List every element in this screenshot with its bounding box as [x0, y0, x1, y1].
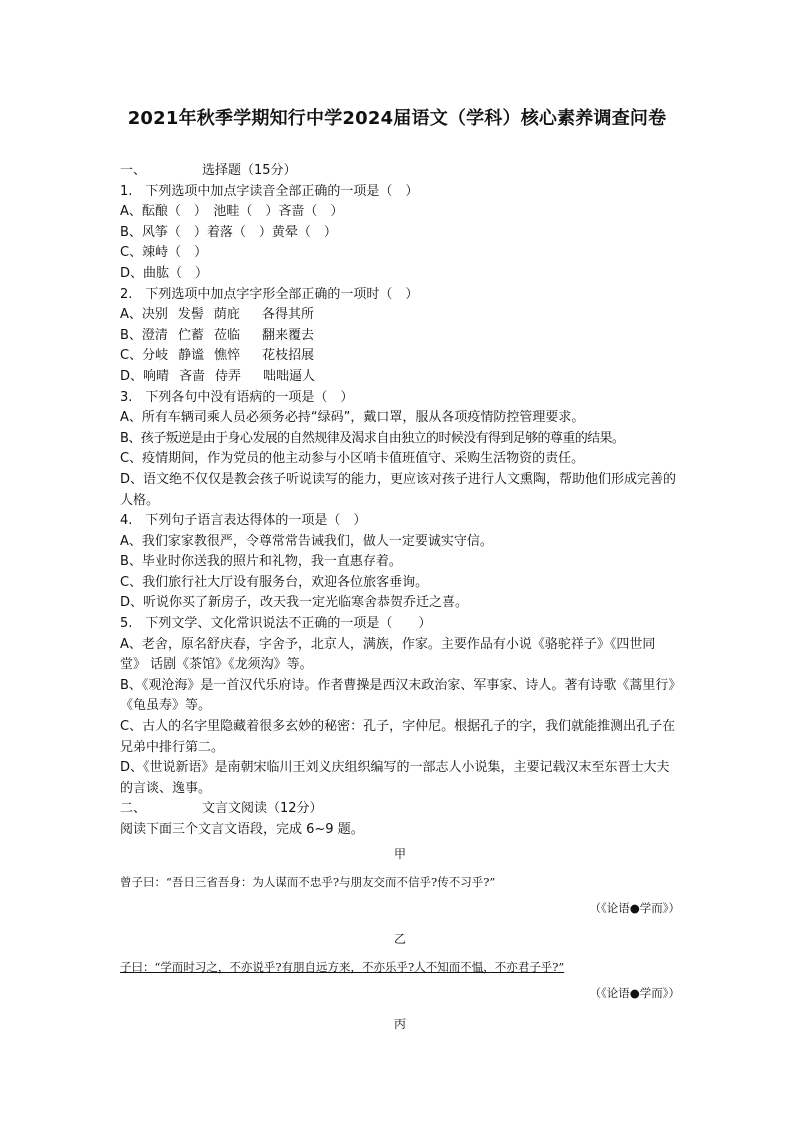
option: C、竦峙（ ） — [120, 245, 208, 261]
section-number: 一、 — [120, 163, 147, 178]
option: A、酝酿（ ） 池畦（ ）吝啬（ ） — [120, 204, 344, 220]
option: D、语文绝不仅仅是教会孩子听说读写的能力，更应该对孩子进行人文熏陶，帮助他们形成完善的人格。 — [120, 471, 677, 508]
option: B、风筝（ ）着落（ ）黄晕（ ） — [120, 224, 337, 240]
option: A、老舍，原名舒庆春，字舍予，北京人，满族，作家。主要作品有小说《骆驼祥子》《四世同堂》 话剧《茶馆》《龙须沟》等。 — [120, 636, 656, 673]
passage-label-bing: 丙 — [393, 1016, 406, 1031]
option: D、响晴 吝啬 侍弄 咄咄逼人 — [120, 368, 316, 384]
option: C、古人的名字里隐藏着很多玄妙的秘密：孔子，字仲尼。根据孔子的字，我们就能推测出孔子在兄弟中排行第二。 — [120, 719, 676, 755]
passage-label-jia: 甲 — [393, 846, 406, 861]
option: B、澄清 伫蓄 莅临 翻来覆去 — [120, 327, 314, 343]
section-number: 二、 — [120, 801, 147, 817]
question-stem: 5. 下列文学、文化常识说法不正确的一项是（ ） — [120, 616, 432, 632]
option: C、疫情期间，作为党员的他主动参与小区哨卡值班值守、采购生活物资的责任。 — [120, 451, 585, 467]
option: B、孩子叛逆是由于身心发展的自然规律及渴求自由独立的时候没有得到足够的尊重的结果。 — [120, 430, 625, 446]
option: A、决别 发髻 荫庇 各得其所 — [120, 307, 314, 323]
passage-jia: 曾子曰：“吾日三省吾身：为人谋而不忠乎?与朋友交而不信乎?传不习乎?” — [120, 874, 496, 889]
passage-label-yi: 乙 — [393, 931, 406, 946]
option: B、毕业时你送我的照片和礼物，我一直惠存着。 — [120, 554, 402, 570]
page-title: 2021年秋季学期知行中学2024届语文（学科）核心素养调查问卷 — [127, 108, 667, 129]
option: A、我们家家教很严，令尊常常告诫我们，做人一定要诚实守信。 — [120, 533, 493, 549]
section-label: 选择题（15分） — [202, 163, 297, 178]
option: B、《观沧海》是一首汉代乐府诗。作者曹操是西汉末政治家、军事家、诗人。著有诗歌《蒿里行》《龟虽寿》等。 — [120, 677, 675, 714]
question-stem: 2. 下列选项中加点字字形全部正确的一项时（ ） — [120, 286, 419, 302]
section-heading-1 — [120, 161, 680, 182]
section-label: 文言文阅读（12分） — [202, 801, 323, 817]
passage-source: （《论语●学而》） — [589, 900, 680, 915]
passage-source: （《论语●学而》） — [589, 985, 680, 1000]
question-stem: 4. 下列句子语言表达得体的一项是（ ） — [120, 513, 367, 529]
document-body — [120, 161, 680, 1032]
option: D、《世说新语》是南朝宋临川王刘义庆组织编写的一部志人小说集，主要记载汉末至东晋士大夫的言谈、逸事。 — [120, 760, 670, 796]
question-stem: 3. 下列各句中没有语病的一项是（ ） — [120, 389, 354, 405]
question-stem: 1. 下列选项中加点字读音全部正确的一项是（ ） — [120, 183, 419, 199]
option: D、曲肱（ ） — [120, 265, 209, 281]
option: D、听说你买了新房子，改天我一定光临寒舍恭贺乔迁之喜。 — [120, 595, 469, 611]
option: C、分岐 静谧 憔悴 花枝招展 — [120, 348, 315, 364]
option: C、我们旅行社大厅设有服务台，欢迎各位旅客垂询。 — [120, 574, 429, 590]
section-heading-2 — [120, 799, 680, 820]
reading-intro: 阅读下面三个文言文语段，完成 6~9 题。 — [120, 822, 364, 837]
passage-yi: 子曰：“学而时习之，不亦说乎?有朋自远方来，不亦乐乎?人不知而不愠，不亦君子乎?” — [120, 959, 565, 974]
option: A、所有车辆司乘人员必须务必持“绿码”，戴口罩，服从各项疫情防控管理要求。 — [120, 410, 585, 426]
